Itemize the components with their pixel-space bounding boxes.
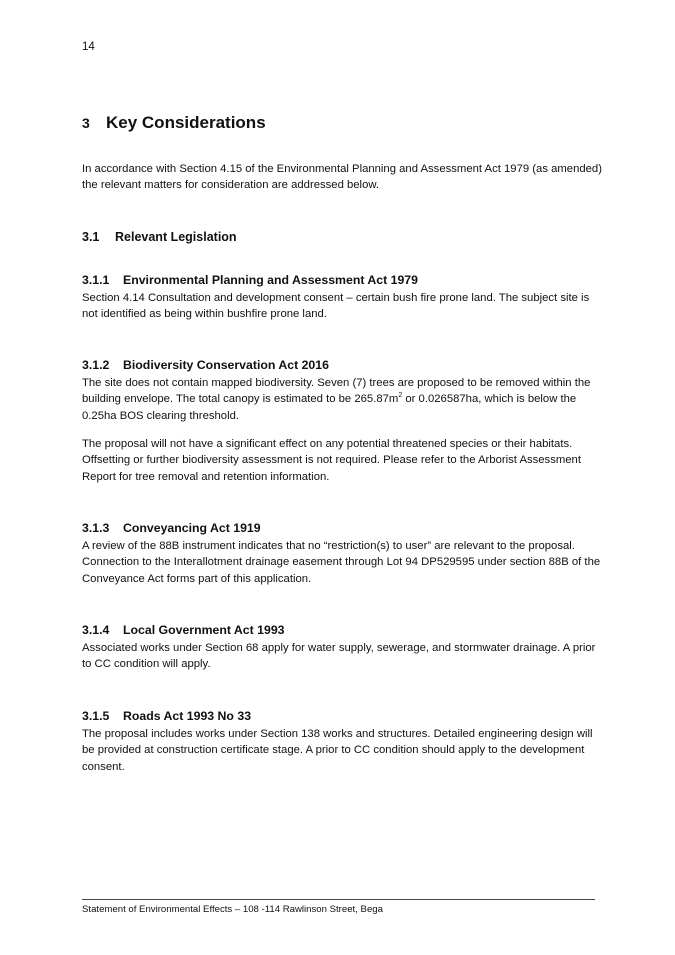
- paragraph-3-1-3: A review of the 88B instrument indicates that no “restriction(s) to user” are relevant to the proposal. Connection to the Interallotment drainage easement through Lot 94 DP529595 under section 88B of the Conveyance Act forms part of this application.: [82, 540, 601, 585]
- section-number: 3: [82, 115, 90, 131]
- heading-3-1-2: [82, 358, 329, 372]
- paragraph-3-1-5: The proposal includes works under Section 138 works and structures. Detailed engineering design will be provided at construction certificate stage. A prior to CC condition should apply to the development consent.: [82, 728, 593, 773]
- heading-number: 3.1.5: [82, 709, 110, 723]
- heading-3-1-1: [82, 273, 418, 287]
- heading-number: 3.1.1: [82, 273, 110, 287]
- heading-number: 3.1.4: [82, 623, 110, 637]
- paragraph-3-1-2b: The proposal will not have a significant effect on any potential threatened species or their habitats. Offsetting or further biodiversity assessment is not required. Please refer to the Arborist Assessment Report for tree removal and retention information.: [82, 438, 581, 483]
- heading-title: Environmental Planning and Assessment Act 1979: [123, 273, 418, 287]
- section-title: Key Considerations: [106, 113, 266, 132]
- subsection-heading-3-1: [82, 230, 237, 244]
- paragraph-3-1-1: Section 4.14 Consultation and development consent – certain bush fire prone land. The subject site is not identified as being within bushfire prone land.: [82, 292, 590, 321]
- heading-3-1-4: [82, 623, 285, 637]
- paragraph-3-1-2a: [82, 375, 602, 424]
- superscript-2: 2: [398, 392, 403, 400]
- heading-number: 3.1.2: [82, 358, 110, 372]
- heading-title: Local Government Act 1993: [123, 623, 285, 637]
- page-number: 14: [82, 41, 95, 53]
- section-heading: [82, 113, 266, 133]
- footer-divider: [82, 899, 595, 900]
- footer-text: Statement of Environmental Effects – 108 -114 Rawlinson Street, Bega: [82, 904, 383, 915]
- paragraph-text: The site does not contain mapped biodiversity. Seven (7) trees are proposed to be removed within the building envelope. The total canopy is estimated to be 265.87m: [82, 377, 591, 406]
- heading-3-1-3: [82, 521, 261, 535]
- heading-title: Roads Act 1993 No 33: [123, 709, 252, 723]
- heading-number: 3.1.3: [82, 521, 110, 535]
- heading-title: Conveyancing Act 1919: [123, 521, 261, 535]
- heading-title: Biodiversity Conservation Act 2016: [123, 358, 329, 372]
- paragraph-text: or 0.026587ha, which is below the 0.25ha BOS clearing threshold.: [82, 393, 577, 422]
- paragraph-3-1-4: Associated works under Section 68 apply for water supply, sewerage, and stormwater drainage. A prior to CC condition will apply.: [82, 642, 596, 671]
- heading-3-1-5: [82, 709, 251, 723]
- subsection-title: Relevant Legislation: [115, 230, 237, 244]
- subsection-number: 3.1: [82, 230, 100, 244]
- intro-paragraph: In accordance with Section 4.15 of the Environmental Planning and Assessment Act 1979 (as amended) the relevant matters for consideration are addressed below.: [82, 163, 602, 192]
